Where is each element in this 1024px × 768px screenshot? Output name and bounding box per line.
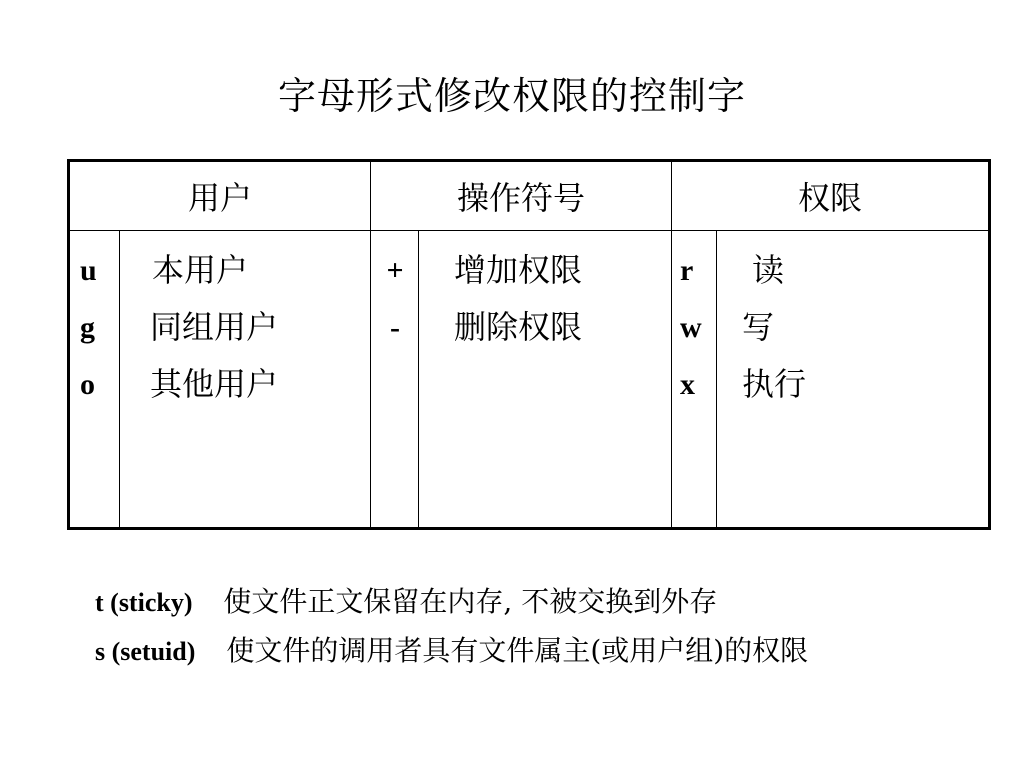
- permission-codes: [680, 242, 702, 413]
- operator-code-add: +: [386, 254, 404, 287]
- subcolumn-divider-permission: [716, 230, 717, 527]
- user-codes: [80, 242, 97, 413]
- header-divider: [70, 230, 988, 231]
- subcolumn-divider-user: [119, 230, 120, 527]
- permission-labels: [742, 242, 806, 413]
- permission-code-w: w: [680, 311, 702, 344]
- page-title: 字母形式修改权限的控制字: [277, 74, 746, 118]
- user-code-o: o: [80, 368, 95, 401]
- user-code-g: g: [80, 311, 95, 344]
- note-setuid-key: s (setuid): [95, 637, 196, 666]
- header-user: 用户: [187, 179, 252, 217]
- note-sticky-key: t (sticky): [95, 588, 193, 617]
- operator-codes: [382, 242, 408, 356]
- subcolumn-divider-operator: [418, 230, 419, 527]
- permission-table: [67, 159, 991, 530]
- user-label-other: 其他用户: [150, 365, 279, 403]
- note-sticky: [95, 580, 717, 620]
- header-permission: 权限: [797, 179, 862, 217]
- header-operator: 操作符号: [456, 179, 585, 217]
- note-setuid-text: 使文件的调用者具有文件属主(或用户组)的权限: [226, 634, 809, 667]
- user-label-group: 同组用户: [150, 308, 279, 346]
- operator-label-remove: 删除权限: [454, 308, 583, 346]
- permission-label-write: 写: [742, 308, 775, 346]
- operator-code-remove: -: [390, 311, 400, 344]
- note-sticky-text: 使文件正文保留在内存, 不被交换到外存: [223, 585, 718, 618]
- permission-code-x: x: [680, 368, 695, 401]
- permission-code-r: r: [680, 254, 694, 287]
- user-code-u: u: [80, 254, 97, 287]
- user-label-self: 本用户: [152, 251, 249, 289]
- operator-labels: [454, 242, 582, 356]
- operator-label-add: 增加权限: [454, 251, 583, 289]
- permission-label-execute: 执行: [742, 365, 807, 403]
- note-setuid: [95, 629, 808, 669]
- permission-label-read: 读: [752, 251, 785, 289]
- user-labels: [150, 242, 278, 413]
